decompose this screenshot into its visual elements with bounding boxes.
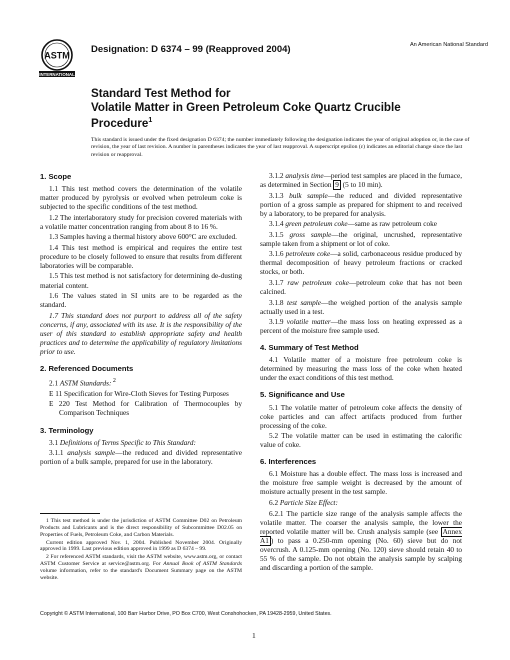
- annex-a1-link[interactable]: Annex A1: [260, 527, 462, 545]
- reference-e220: E 220 Test Method for Calibration of Thermocouples by Comparison Techniques: [49, 400, 242, 418]
- footnotes: [40, 518, 242, 583]
- reference-e11: E 11 Specification for Wire-Cloth Sieves for Testing Purposes: [49, 389, 229, 398]
- svg-text:INTERNATIONAL: INTERNATIONAL: [39, 71, 75, 77]
- paragraph-1-1: 1.1 This test method covers the determination of the volatile matter produced by pyrolysis or evolved when petroleum coke is subjected to the specific conditions of the test method.: [40, 185, 242, 212]
- section-heading-summary: 4. Summary of Test Method: [260, 343, 359, 353]
- paragraph-6-2-1: 6.2.1 The particle size range of the analysis sample affects the volatile matter. The coarser the analysis sample, the lower the reported volatile matter will be. Crush analysis sample (see Annex A1 ) to pass a 0.250-mm opening (No. 60) sieve but do not overcrush. A 0.125-mm opening (No. 120) sieve should retain 40 to 55 % of the sample. Do not obtain the analysis sample by scalping and discarding a portion of the sample.: [260, 509, 462, 572]
- title-footnote-mark: 1: [148, 117, 153, 124]
- paragraph-5-2: 5.2 The volatile matter can be used in estimating the calorific value of coke.: [260, 432, 462, 450]
- issued-note: This standard is issued under the fixed designation D 6374; the number immediately following the designation indicates the year of original adoption or, in the case of revision, the year of last revision. A number in parentheses indicates the year of last reapproval. A superscript epsilon (ε) indicates an editorial change since the last revision or reapproval.: [91, 137, 470, 158]
- section-heading-referenced-documents: 2. Referenced Documents: [40, 363, 134, 373]
- paragraph-1-5: 1.5 This test method is not satisfactory for determining de-dusting material content.: [40, 272, 242, 290]
- document-title: [91, 87, 471, 130]
- standard-org-note: An American National Standard: [409, 42, 488, 48]
- paragraph-5-1: 5.1 The volatile matter of petroleum coke affects the density of coke particles and can affect artifacts produced from further processing of the coke.: [260, 403, 462, 430]
- footnote-1-edition: Current edition approved Nov. 1, 2004. Published November 2004. Originally approved in 1999. Last previous edition approved in 1999 as D 6374 – 99.: [40, 539, 242, 553]
- paragraph-6-2: 6.2 Particle Size Effect:: [269, 498, 338, 507]
- designation: Designation: D 6374 – 99 (Reapproved 2004): [91, 44, 291, 55]
- definition-analysis-time: 3.1.2 analysis time—period test samples are placed in the furnace, as determined in Section 9 (5 to 10 min).: [260, 172, 463, 190]
- paragraph-1-6: 1.6 The values stated in SI units are to be regarded as the standard.: [40, 292, 242, 310]
- section-heading-significance: 5. Significance and Use: [260, 390, 345, 400]
- left-column: [40, 172, 242, 469]
- title-line-1: Standard Test Method for: [91, 87, 231, 100]
- section-heading-scope: 1. Scope: [40, 172, 72, 181]
- definition-gross-sample: 3.1.5 gross sample—the original, uncrushed, representative sample taken from a shipment or lot of coke.: [260, 230, 462, 248]
- footnote-rule: [40, 513, 100, 514]
- paragraph-1-7: 1.7 This standard does not purport to address all of the safety concerns, if any, associated with its use. It is the responsibility of the user of this standard to establish appropriate safety and health practices and to determine the applicability of regulatory limitations prior to use.: [40, 311, 242, 356]
- footnote-1: 1 This test method is under the jurisdiction of ASTM Committee D02 on Petroleum Products and Lubricants and is the direct responsibility of Subcommittee D02.05 on Properties of Fuels, Petroleum Coke, and Carbon Materials.: [40, 518, 242, 538]
- definition-raw-petroleum-coke: 3.1.7 raw petroleum coke—petroleum coke that has not been calcined.: [260, 279, 462, 297]
- footnote-2: 2 For referenced ASTM standards, visit the ASTM website, www.astm.org, or contact ASTM Customer Service at service@astm.org. For Annual Book of ASTM Standards volume information, refer to the standard's Document Summary page on the ASTM website.: [40, 554, 242, 581]
- section-9-link[interactable]: 9: [335, 181, 339, 190]
- right-column: [260, 172, 462, 574]
- section-heading-terminology: 3. Terminology: [40, 425, 94, 435]
- title-line-3: Procedure$^1$: [91, 116, 153, 130]
- definition-volatile-matter: 3.1.9 volatile matter—the mass loss on heating expressed as a percent of the moisture free sample used.: [260, 318, 463, 336]
- paragraph-4-1: 4.1 Volatile matter of a moisture free petroleum coke is determined by measuring the mass loss of the coke when heated under the exact conditions of this test method.: [260, 356, 462, 383]
- definition-petroleum-coke: 3.1.6 petroleum coke—a solid, carbonaceous residue produced by thermal decomposition of heavy petroleum fractions or cracked stocks, or both.: [260, 250, 462, 277]
- definition-analysis-sample: 3.1.1 analysis sample—the reduced and divided representative portion of a bulk sample, prepared for use in the laboratory.: [40, 449, 242, 467]
- paragraph-2-1: 2.1 ASTM Standards: $^2$: [49, 377, 116, 388]
- definition-bulk-sample: 3.1.3 bulk sample—the reduced and divided representative portion of a gross sample as prepared for shipment to and received by a laboratory, to be prepared for analysis.: [260, 191, 463, 218]
- copyright-line: Copyright © ASTM International, 100 Barr Harbor Drive, PO Box C700, West Conshohocken, PA 19428-2959, United States.: [40, 611, 332, 617]
- svg-text:ASTM: ASTM: [44, 50, 70, 61]
- section-heading-interferences: 6. Interferences: [260, 457, 317, 467]
- paragraph-1-4: 1.4 This test method is empirical and requires the entire test procedure to be closely followed to ensure that results from different laboratories will be comparable.: [40, 243, 242, 270]
- definition-test-sample: 3.1.8 test sample—the weighed portion of the analysis sample actually used in a test.: [260, 298, 462, 316]
- paragraph-3-1: 3.1 Definitions of Terms Specific to This Standard:: [49, 438, 196, 447]
- title-line-2: Volatile Matter in Green Petroleum Coke Quartz Crucible: [91, 100, 401, 114]
- page-number: 1: [252, 631, 256, 640]
- definition-green-petroleum-coke: 3.1.4 green petroleum coke—same as raw petroleum coke: [269, 220, 437, 229]
- paragraph-6-1: 6.1 Moisture has a double effect. The mass loss is increased and the moisture free sample weight is decreased by the amount of moisture actually present in the test sample.: [260, 470, 462, 497]
- paragraph-1-2: 1.2 The interlaboratory study for precision covered materials with a volatile matter concentration ranging from about 8 to 16 %.: [40, 213, 242, 231]
- astm-logo: [38, 38, 76, 78]
- paragraph-1-3: 1.3 Samples having a thermal history above 600°C are excluded.: [49, 233, 237, 242]
